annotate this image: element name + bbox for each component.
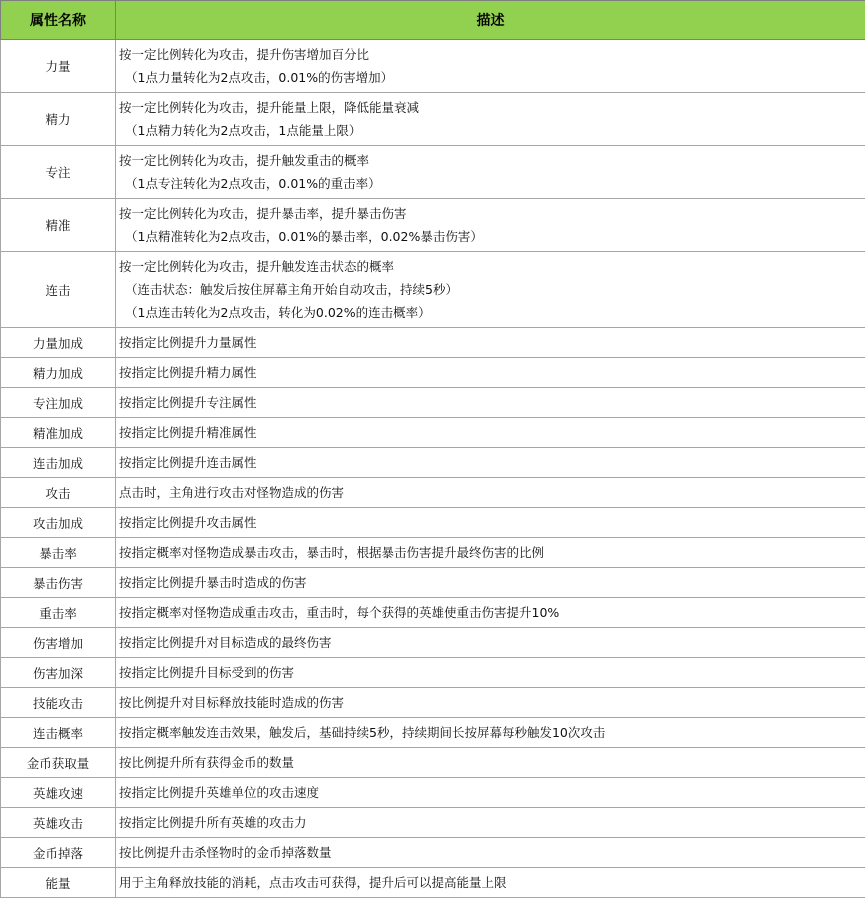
description-line: 按指定比例提升精准属性 — [119, 425, 257, 440]
attribute-name-cell: 连击 — [1, 252, 116, 328]
description-cell — [116, 658, 865, 688]
description-line: 按指定比例提升暴击时造成的伤害 — [119, 575, 307, 590]
header-attribute-name: 属性名称 — [1, 1, 116, 40]
description-line: （1点力量转化为2点攻击，0.01%的伤害增加） — [125, 70, 394, 85]
table-row — [1, 808, 865, 838]
description-cell — [116, 252, 865, 328]
description-cell — [116, 868, 865, 898]
description-cell — [116, 388, 865, 418]
description-cell — [116, 478, 865, 508]
description-line: 按指定概率对怪物造成暴击攻击，暴击时，根据暴击伤害提升最终伤害的比例 — [119, 545, 545, 560]
table-row — [1, 388, 865, 418]
header-row — [1, 1, 865, 40]
description-cell — [116, 718, 865, 748]
attribute-name-cell: 暴击率 — [1, 538, 116, 568]
description-cell — [116, 628, 865, 658]
description-cell — [116, 508, 865, 538]
description-line: 按指定比例提升目标受到的伤害 — [119, 665, 295, 680]
description-cell — [116, 778, 865, 808]
description-line: 按一定比例转化为攻击，提升能量上限，降低能量衰减 — [119, 100, 420, 115]
attribute-name-cell: 攻击加成 — [1, 508, 116, 538]
table-row — [1, 40, 865, 93]
table-row — [1, 358, 865, 388]
attribute-name-cell: 金币获取量 — [1, 748, 116, 778]
header-description: 描述 — [116, 1, 865, 40]
description-line: 按比例提升击杀怪物时的金币掉落数量 — [119, 845, 332, 860]
table-row — [1, 868, 865, 898]
attribute-name-cell: 英雄攻速 — [1, 778, 116, 808]
table-row — [1, 478, 865, 508]
description-line: 按指定比例提升攻击属性 — [119, 515, 257, 530]
table-row — [1, 748, 865, 778]
table-row — [1, 508, 865, 538]
description-line: 按指定比例提升连击属性 — [119, 455, 257, 470]
description-line: 点击时，主角进行攻击对怪物造成的伤害 — [119, 485, 345, 500]
table-row — [1, 538, 865, 568]
attribute-name-cell: 攻击 — [1, 478, 116, 508]
attribute-name-cell: 专注 — [1, 146, 116, 199]
description-line: 按一定比例转化为攻击，提升触发连击状态的概率 — [119, 259, 395, 274]
attribute-name-cell: 精力 — [1, 93, 116, 146]
table-row — [1, 448, 865, 478]
table-row — [1, 568, 865, 598]
table-row — [1, 718, 865, 748]
description-line: （1点精力转化为2点攻击，1点能量上限） — [125, 123, 362, 138]
attribute-name-cell: 技能攻击 — [1, 688, 116, 718]
description-line: 按指定比例提升英雄单位的攻击速度 — [119, 785, 320, 800]
attribute-name-cell: 精准 — [1, 199, 116, 252]
description-cell — [116, 40, 865, 93]
description-line: （1点精准转化为2点攻击，0.01%的暴击率，0.02%暴击伤害） — [125, 229, 483, 244]
table-row — [1, 328, 865, 358]
description-cell — [116, 199, 865, 252]
attribute-name-cell: 能量 — [1, 868, 116, 898]
table-row — [1, 628, 865, 658]
description-cell — [116, 568, 865, 598]
description-line: 按指定概率对怪物造成重击攻击，重击时，每个获得的英雄使重击伤害提升10% — [119, 605, 560, 620]
attribute-name-cell: 力量 — [1, 40, 116, 93]
attribute-name-cell: 专注加成 — [1, 388, 116, 418]
description-cell — [116, 146, 865, 199]
description-line: 按指定比例提升所有英雄的攻击力 — [119, 815, 307, 830]
table-row — [1, 658, 865, 688]
description-line: 按比例提升对目标释放技能时造成的伤害 — [119, 695, 345, 710]
description-cell — [116, 448, 865, 478]
description-cell — [116, 838, 865, 868]
table-row — [1, 418, 865, 448]
description-cell — [116, 328, 865, 358]
description-line: 按一定比例转化为攻击，提升暴击率，提升暴击伤害 — [119, 206, 407, 221]
description-cell — [116, 418, 865, 448]
description-line: 用于主角释放技能的消耗，点击攻击可获得，提升后可以提高能量上限 — [119, 875, 507, 890]
attribute-name-cell: 力量加成 — [1, 328, 116, 358]
description-line: 按一定比例转化为攻击，提升触发重击的概率 — [119, 153, 370, 168]
description-cell — [116, 808, 865, 838]
attribute-name-cell: 连击概率 — [1, 718, 116, 748]
description-cell — [116, 93, 865, 146]
table-row — [1, 598, 865, 628]
attribute-name-cell: 重击率 — [1, 598, 116, 628]
table-row — [1, 252, 865, 328]
attribute-name-cell: 暴击伤害 — [1, 568, 116, 598]
description-line: 按指定比例提升专注属性 — [119, 395, 257, 410]
attribute-name-cell: 英雄攻击 — [1, 808, 116, 838]
description-line: 按指定概率触发连击效果，触发后，基础持续5秒，持续期间长按屏幕每秒触发10次攻击 — [119, 725, 606, 740]
description-cell — [116, 688, 865, 718]
description-line: （1点专注转化为2点攻击，0.01%的重击率） — [125, 176, 381, 191]
attribute-name-cell: 伤害增加 — [1, 628, 116, 658]
description-line: （1点连击转化为2点攻击，转化为0.02%的连击概率） — [125, 305, 431, 320]
attribute-name-cell: 伤害加深 — [1, 658, 116, 688]
table-row — [1, 688, 865, 718]
table-row — [1, 146, 865, 199]
description-line: 按指定比例提升力量属性 — [119, 335, 257, 350]
description-line: （连击状态：触发后按住屏幕主角开始自动攻击，持续5秒） — [125, 282, 458, 297]
description-cell — [116, 358, 865, 388]
table-row — [1, 838, 865, 868]
table-row — [1, 778, 865, 808]
attribute-name-cell: 金币掉落 — [1, 838, 116, 868]
description-line: 按指定比例提升精力属性 — [119, 365, 257, 380]
attribute-name-cell: 精力加成 — [1, 358, 116, 388]
attribute-name-cell: 精准加成 — [1, 418, 116, 448]
description-cell — [116, 598, 865, 628]
description-cell — [116, 538, 865, 568]
description-line: 按指定比例提升对目标造成的最终伤害 — [119, 635, 332, 650]
attribute-name-cell: 连击加成 — [1, 448, 116, 478]
table-row — [1, 199, 865, 252]
table-row — [1, 93, 865, 146]
description-cell — [116, 748, 865, 778]
description-line: 按一定比例转化为攻击，提升伤害增加百分比 — [119, 47, 370, 62]
description-line: 按比例提升所有获得金币的数量 — [119, 755, 295, 770]
